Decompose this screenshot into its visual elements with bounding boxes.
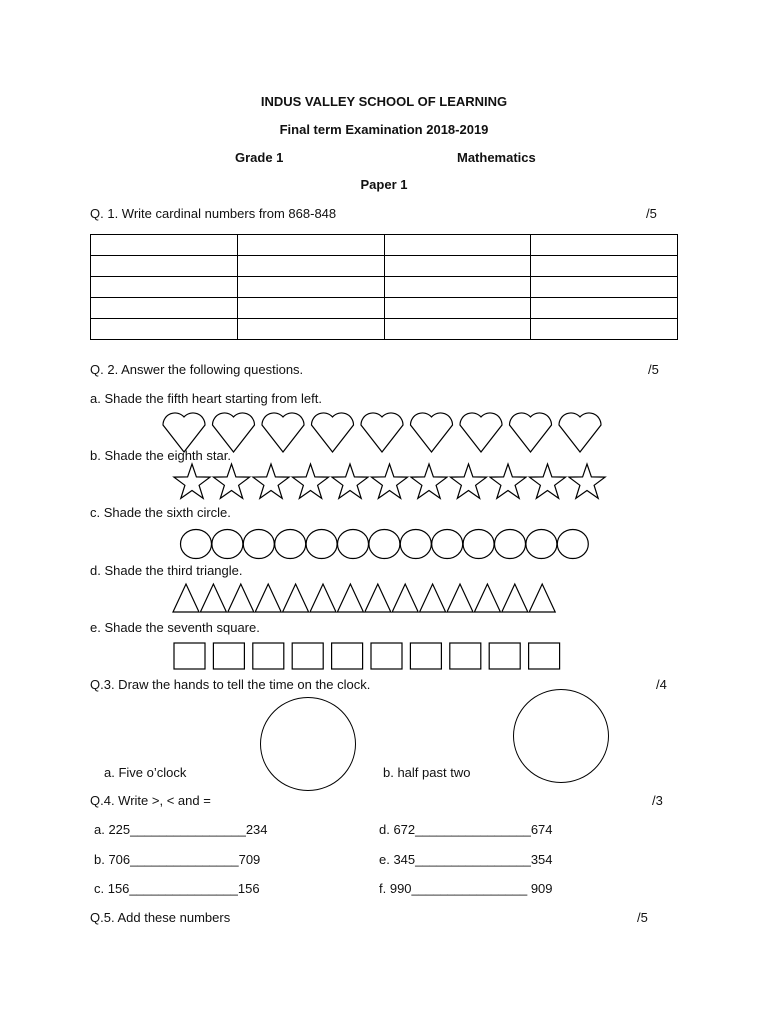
q4-item-f: f. 990________________ 909 — [379, 881, 553, 896]
answer-table — [90, 234, 678, 340]
triangle-shape[interactable] — [365, 584, 391, 612]
star-shape[interactable] — [213, 464, 249, 498]
table-cell[interactable] — [531, 235, 678, 256]
table-row — [91, 298, 678, 319]
star-shape[interactable] — [490, 464, 526, 498]
heart-shape[interactable] — [262, 413, 304, 452]
square-shape[interactable] — [213, 643, 244, 669]
square-shape[interactable] — [174, 643, 205, 669]
circle-shape[interactable] — [306, 530, 337, 559]
table-cell[interactable] — [531, 319, 678, 340]
q2e-label: e. Shade the seventh square. — [90, 620, 260, 635]
q5-marks: /5 — [637, 910, 648, 925]
square-shape[interactable] — [410, 643, 441, 669]
star-shape[interactable] — [174, 464, 210, 498]
q3-option-a: a. Five o’clock — [104, 765, 187, 780]
q1-marks: /5 — [646, 206, 657, 221]
q2-marks: /5 — [648, 362, 659, 377]
circle-shape[interactable] — [275, 530, 306, 559]
table-row — [91, 277, 678, 298]
table-cell[interactable] — [384, 298, 531, 319]
q2a-label: a. Shade the fifth heart starting from left. — [90, 391, 322, 406]
triangle-shape[interactable] — [228, 584, 254, 612]
circle-shape[interactable] — [557, 530, 588, 559]
q1-text: Q. 1. Write cardinal numbers from 868-848 — [90, 206, 337, 221]
square-shape[interactable] — [489, 643, 520, 669]
table-row — [91, 319, 678, 340]
heart-shape[interactable] — [361, 413, 403, 452]
q4-marks: /3 — [652, 793, 663, 808]
table-cell[interactable] — [237, 235, 384, 256]
grade-label: Grade 1 — [235, 150, 284, 165]
triangles-row — [172, 582, 552, 614]
q4-item-d: d. 672________________674 — [379, 822, 553, 837]
triangle-shape[interactable] — [529, 584, 555, 612]
triangle-shape[interactable] — [337, 584, 363, 612]
square-shape[interactable] — [292, 643, 323, 669]
table-cell[interactable] — [91, 298, 238, 319]
q2b-label: b. Shade the eighth star. — [90, 448, 231, 463]
star-shape[interactable] — [411, 464, 447, 498]
triangle-shape[interactable] — [283, 584, 309, 612]
star-shape[interactable] — [529, 464, 565, 498]
exam-title: Final term Examination 2018-2019 — [279, 122, 489, 137]
table-cell[interactable] — [531, 277, 678, 298]
q4-item-b: b. 706_______________709 — [94, 852, 261, 867]
q2d-label: d. Shade the third triangle. — [90, 563, 243, 578]
clock-face-a[interactable] — [260, 697, 356, 791]
heart-shape[interactable] — [311, 413, 353, 452]
paper-label: Paper 1 — [360, 177, 408, 192]
table-cell[interactable] — [384, 235, 531, 256]
table-cell[interactable] — [237, 277, 384, 298]
table-cell[interactable] — [91, 319, 238, 340]
star-shape[interactable] — [371, 464, 407, 498]
stars-row — [172, 462, 612, 502]
circle-shape[interactable] — [400, 530, 431, 559]
circles-row — [180, 528, 590, 560]
circle-shape[interactable] — [463, 530, 494, 559]
subject-label: Mathematics — [457, 150, 536, 165]
star-shape[interactable] — [450, 464, 486, 498]
square-shape[interactable] — [332, 643, 363, 669]
table-cell[interactable] — [91, 277, 238, 298]
q4-item-e: e. 345________________354 — [379, 852, 553, 867]
circle-shape[interactable] — [495, 530, 526, 559]
circle-shape[interactable] — [526, 530, 557, 559]
table-cell[interactable] — [384, 256, 531, 277]
circle-shape[interactable] — [338, 530, 369, 559]
circle-shape[interactable] — [369, 530, 400, 559]
triangle-shape[interactable] — [392, 584, 418, 612]
triangle-shape[interactable] — [255, 584, 281, 612]
circle-shape[interactable] — [212, 530, 243, 559]
heart-shape[interactable] — [460, 413, 502, 452]
star-shape[interactable] — [569, 464, 605, 498]
q3-option-b: b. half past two — [383, 765, 471, 780]
table-cell[interactable] — [237, 256, 384, 277]
heart-shape[interactable] — [163, 413, 205, 452]
square-shape[interactable] — [450, 643, 481, 669]
table-cell[interactable] — [91, 235, 238, 256]
q3-text: Q.3. Draw the hands to tell the time on the clock. — [90, 677, 371, 692]
q4-item-c: c. 156_______________156 — [94, 881, 260, 896]
q2-text: Q. 2. Answer the following questions. — [90, 362, 304, 377]
table-cell[interactable] — [531, 256, 678, 277]
table-cell[interactable] — [531, 298, 678, 319]
triangle-shape[interactable] — [200, 584, 226, 612]
star-shape[interactable] — [292, 464, 328, 498]
heart-shape[interactable] — [410, 413, 452, 452]
table-row — [91, 256, 678, 277]
circle-shape[interactable] — [432, 530, 463, 559]
table-cell[interactable] — [237, 319, 384, 340]
table-row — [91, 235, 678, 256]
triangle-shape[interactable] — [173, 584, 199, 612]
circle-shape[interactable] — [181, 530, 212, 559]
heart-shape[interactable] — [509, 413, 551, 452]
star-shape[interactable] — [332, 464, 368, 498]
square-shape[interactable] — [371, 643, 402, 669]
circle-shape[interactable] — [243, 530, 274, 559]
star-shape[interactable] — [253, 464, 289, 498]
q4-item-a: a. 225________________234 — [94, 822, 268, 837]
clock-face-b[interactable] — [513, 689, 609, 783]
q3-marks: /4 — [656, 677, 667, 692]
square-shape[interactable] — [529, 643, 560, 669]
heart-shape[interactable] — [212, 413, 254, 452]
table-cell[interactable] — [384, 319, 531, 340]
q4-text: Q.4. Write >, < and = — [90, 793, 211, 808]
table-cell[interactable] — [91, 256, 238, 277]
square-shape[interactable] — [253, 643, 284, 669]
triangle-shape[interactable] — [502, 584, 528, 612]
school-name: INDUS VALLEY SCHOOL OF LEARNING — [260, 94, 508, 109]
heart-shape[interactable] — [559, 413, 601, 452]
q5-text: Q.5. Add these numbers — [90, 910, 231, 925]
triangle-shape[interactable] — [474, 584, 500, 612]
q2c-label: c. Shade the sixth circle. — [90, 505, 231, 520]
squares-row — [173, 642, 563, 672]
triangle-shape[interactable] — [310, 584, 336, 612]
table-cell[interactable] — [237, 298, 384, 319]
triangle-shape[interactable] — [447, 584, 473, 612]
table-cell[interactable] — [384, 277, 531, 298]
triangle-shape[interactable] — [420, 584, 446, 612]
